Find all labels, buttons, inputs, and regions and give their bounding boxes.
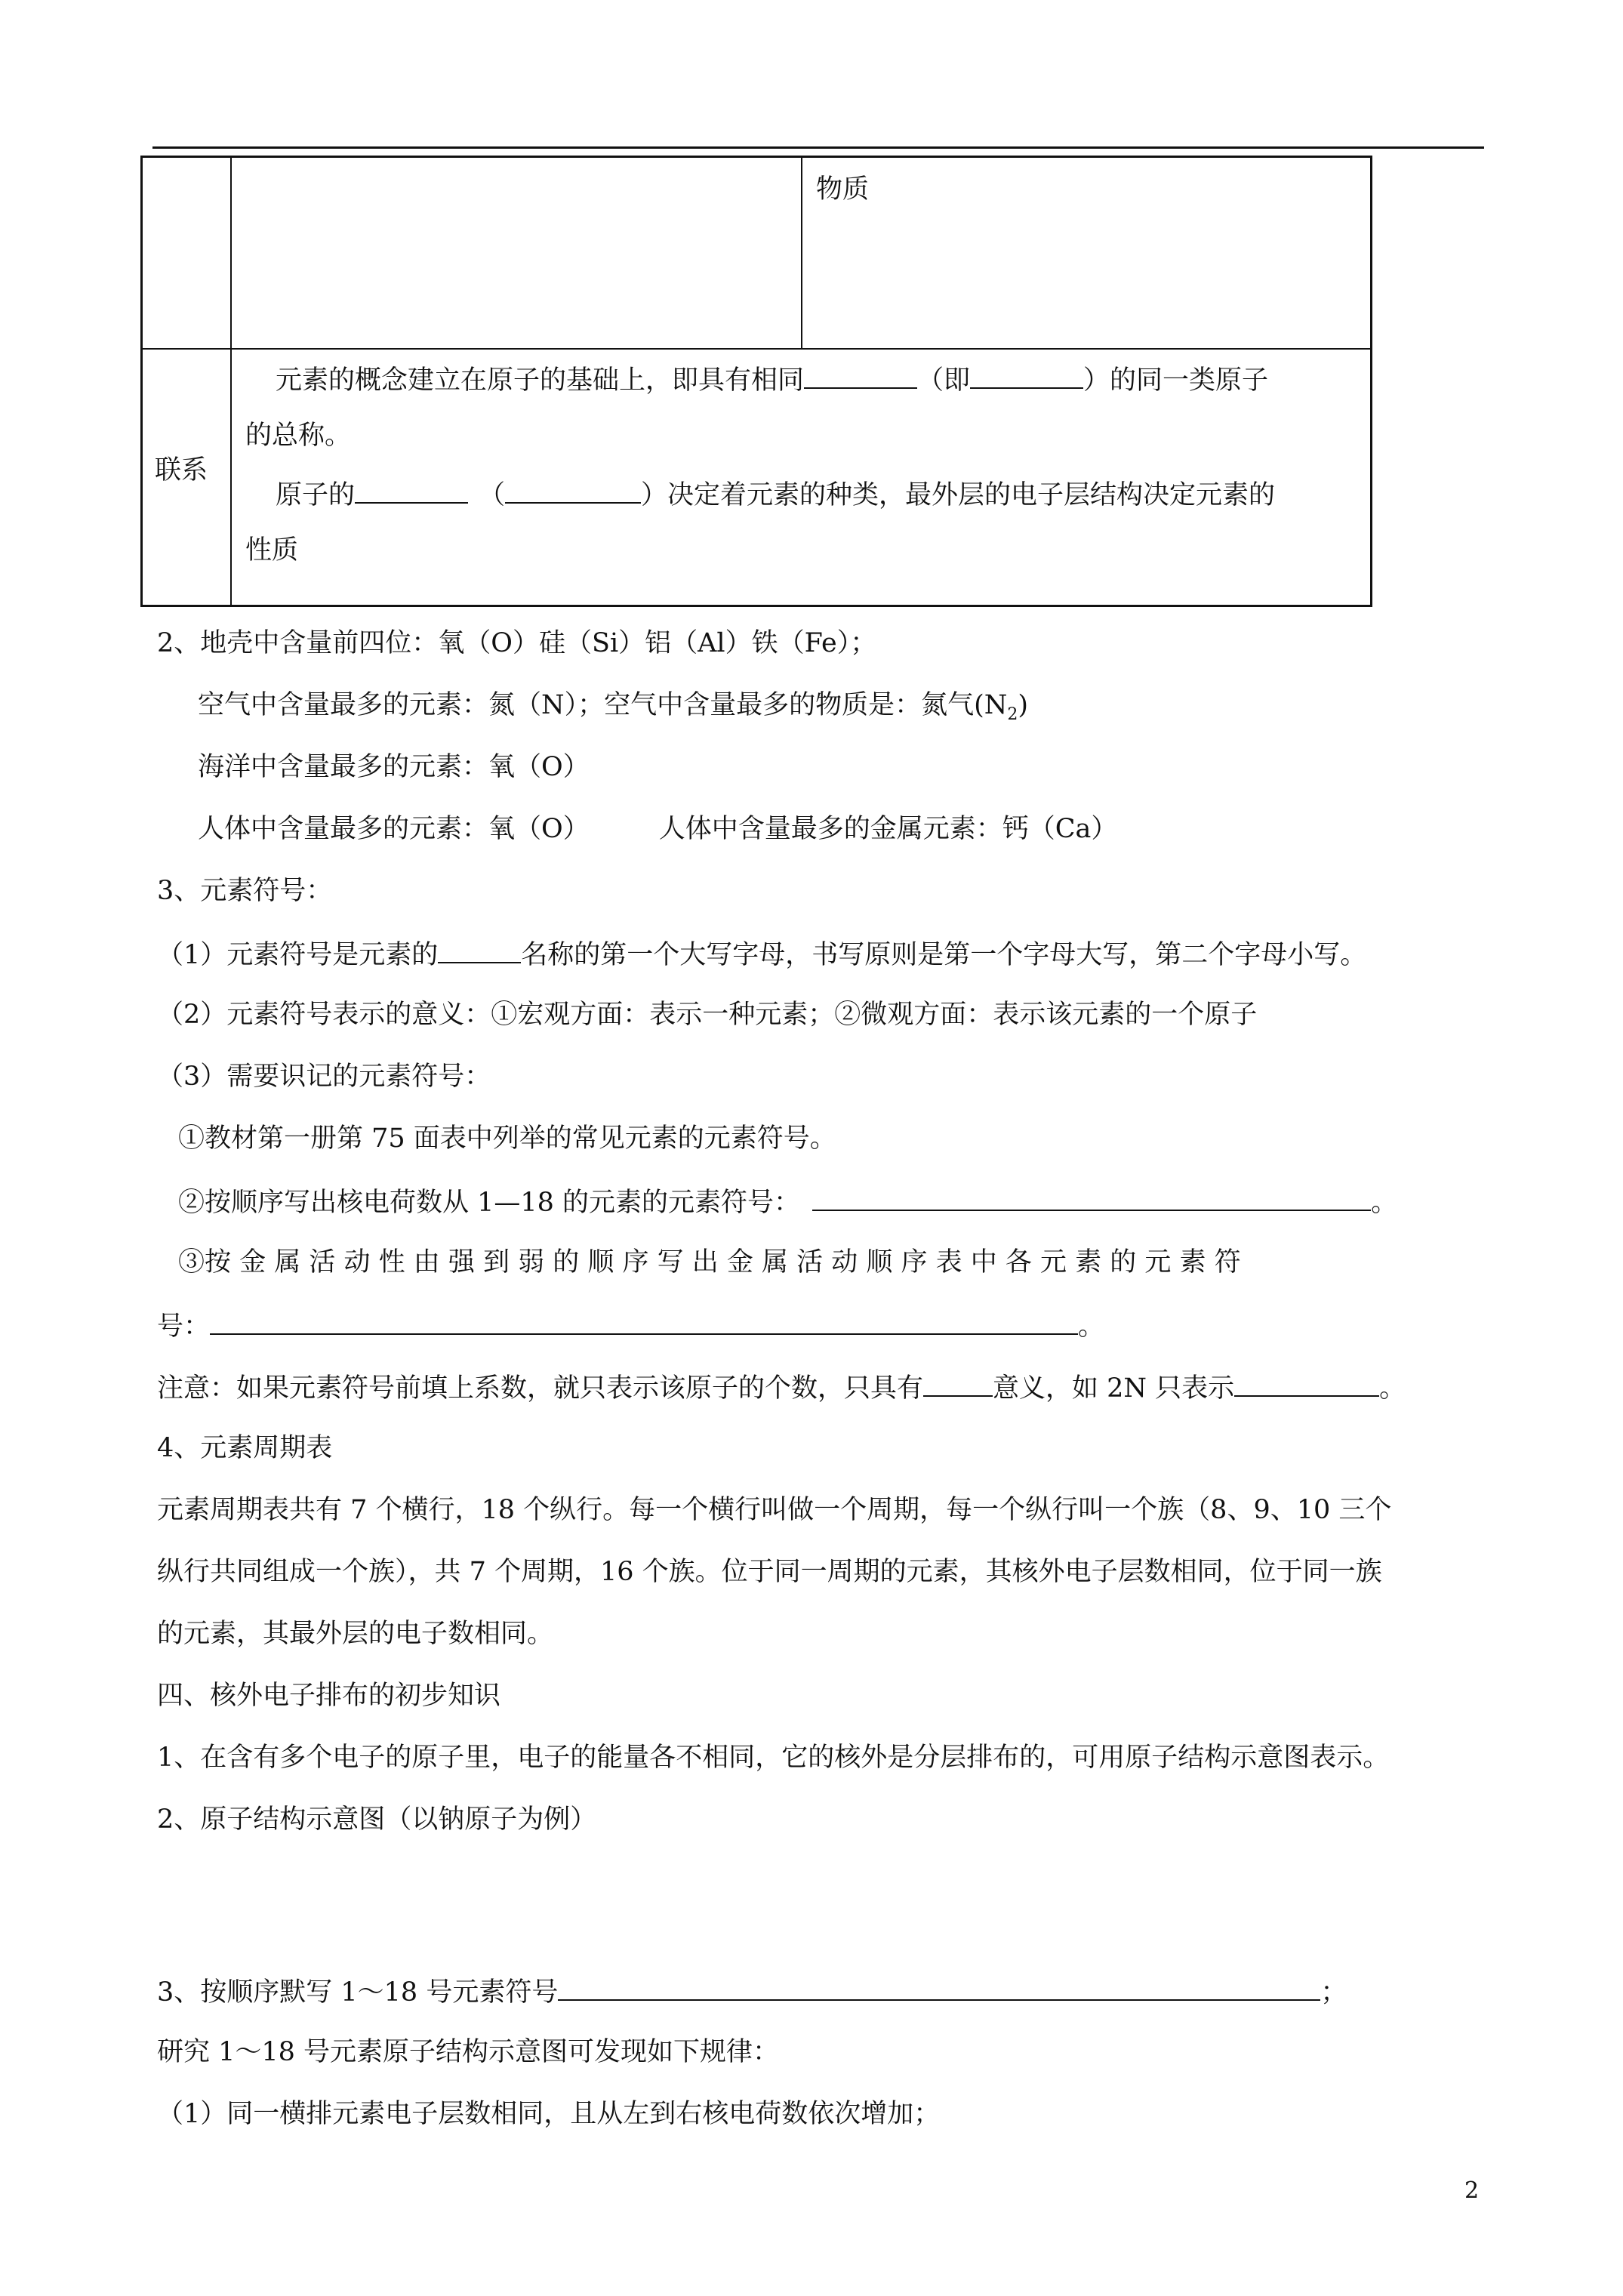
symbol-sub-3: ③按 金 属 活 动 性 由 强 到 弱 的 顺 序 写 出 金 属 活 动 顺 序 表 中 各 元 素 的 元 素 符 xyxy=(178,1247,1241,1277)
air-text: 空气中含量最多的元素：氮（N）；空气中含量最多的物质是：氮气(N xyxy=(198,690,1008,720)
electron-line-2: 2、原子结构示意图（以钠原子为例） xyxy=(157,1804,597,1835)
air-text-end: ) xyxy=(1018,690,1029,720)
relation-text: 元素的概念建立在原子的基础上，即具有相同 xyxy=(276,365,805,396)
line-text: ； xyxy=(1320,1977,1347,2008)
table-col-divider xyxy=(230,158,232,605)
fill-blank[interactable] xyxy=(558,1974,1320,2001)
symbol-item-3: （3）需要识记的元素符号： xyxy=(157,1062,491,1092)
sub-text: ②按顺序写出核电荷数从 1—18 的元素的元素符号： xyxy=(178,1188,801,1218)
symbol-item-1 xyxy=(157,936,1366,972)
fill-blank[interactable] xyxy=(923,1370,993,1397)
table-row-divider xyxy=(143,348,1370,350)
symbol-item-2: （2）元素符号表示的意义：①宏观方面：表示一种元素；②微观方面：表示该元素的一个原子 xyxy=(157,1000,1258,1030)
body-metal-text: 人体中含量最多的金属元素：钙（Ca） xyxy=(658,814,1118,844)
electron-line-5: （1）同一横排元素电子层数相同，且从左到右核电荷数依次增加； xyxy=(157,2099,941,2129)
electron-line-3 xyxy=(157,1974,1347,2009)
electron-line-4: 研究 1～18 号元素原子结构示意图可发现如下规律： xyxy=(157,2037,780,2067)
symbol-sub-3-cont xyxy=(157,1308,1104,1343)
item-text: 名称的第一个大写字母，书写原则是第一个字母大写，第二个字母小写。 xyxy=(521,940,1367,970)
periodic-table-p1: 元素周期表共有 7 个横行，18 个纵行。每一个横行叫做一个周期，每一个纵行叫一个族（8、9、10 三个 xyxy=(157,1495,1392,1525)
sub-text: 。 xyxy=(1371,1188,1398,1218)
symbol-sub-1: ①教材第一册第 75 面表中列举的常见元素的元素符号。 xyxy=(178,1123,836,1154)
relation-line-3 xyxy=(276,476,1275,512)
periodic-table-p2: 纵行共同组成一个族），共 7 个周期，16 个族。位于同一周期的元素，其核外电子层数相同，位于同一族 xyxy=(157,1557,1382,1587)
subscript-2: 2 xyxy=(1007,705,1018,724)
relation-line-4: 性质 xyxy=(245,535,299,566)
crust-abundance-line: 2、地壳中含量前四位：氧（O）硅（Si）铝（Al）铁（Fe）； xyxy=(157,628,877,658)
relation-text: ）的同一类原子 xyxy=(1083,365,1269,396)
sub-text: 。 xyxy=(1078,1311,1105,1342)
note-text: 。 xyxy=(1379,1373,1406,1404)
comparison-table xyxy=(140,156,1372,607)
relation-text: （即 xyxy=(917,365,971,396)
symbol-sub-2 xyxy=(178,1184,1397,1219)
header-rule xyxy=(152,146,1484,149)
relation-line-1 xyxy=(276,362,1268,397)
fill-blank[interactable] xyxy=(804,362,917,389)
fill-blank[interactable] xyxy=(355,476,468,504)
item-text: （1）元素符号是元素的 xyxy=(157,940,439,970)
note-text: 意义，如 2N 只表示 xyxy=(993,1373,1235,1404)
relation-text: 原子的 xyxy=(276,480,356,510)
periodic-table-p3: 的元素，其最外层的电子数相同。 xyxy=(157,1619,554,1649)
symbol-note xyxy=(157,1370,1406,1405)
fill-blank[interactable] xyxy=(812,1184,1371,1211)
air-abundance-line xyxy=(198,689,1028,732)
element-symbol-title: 3、元素符号： xyxy=(157,876,333,906)
relation-line-2: 的总称。 xyxy=(245,421,352,451)
body-element-text: 人体中含量最多的元素：氧（O） xyxy=(198,814,590,844)
relation-text: ）决定着元素的种类，最外层的电子层结构决定元素的 xyxy=(641,480,1276,510)
electron-arrangement-title: 四、核外电子排布的初步知识 xyxy=(157,1681,501,1711)
electron-line-1: 1、在含有多个电子的原子里，电子的能量各不相同，它的核外是分层排布的，可用原子结构示意图表示。 xyxy=(157,1743,1390,1773)
page-number: 2 xyxy=(1464,2177,1480,2204)
ocean-abundance-line: 海洋中含量最多的元素：氧（O） xyxy=(198,752,590,782)
row-label-relation: 联系 xyxy=(155,455,208,485)
fill-blank[interactable] xyxy=(438,936,521,963)
relation-text: （ xyxy=(479,480,506,510)
note-text: 注意：如果元素符号前填上系数，就只表示该原子的个数，只具有 xyxy=(157,1373,924,1404)
body-abundance-line xyxy=(198,812,1117,846)
cell-substance-label: 物质 xyxy=(816,174,870,205)
fill-blank[interactable] xyxy=(505,476,641,504)
table-col-divider-upper xyxy=(801,158,802,348)
fill-blank[interactable] xyxy=(1234,1370,1379,1397)
fill-blank[interactable] xyxy=(210,1308,1078,1335)
sub-text: 号： xyxy=(157,1311,211,1342)
line-text: 3、按顺序默写 1～18 号元素符号 xyxy=(157,1977,559,2008)
fill-blank[interactable] xyxy=(970,362,1083,389)
periodic-table-title: 4、元素周期表 xyxy=(157,1433,333,1463)
